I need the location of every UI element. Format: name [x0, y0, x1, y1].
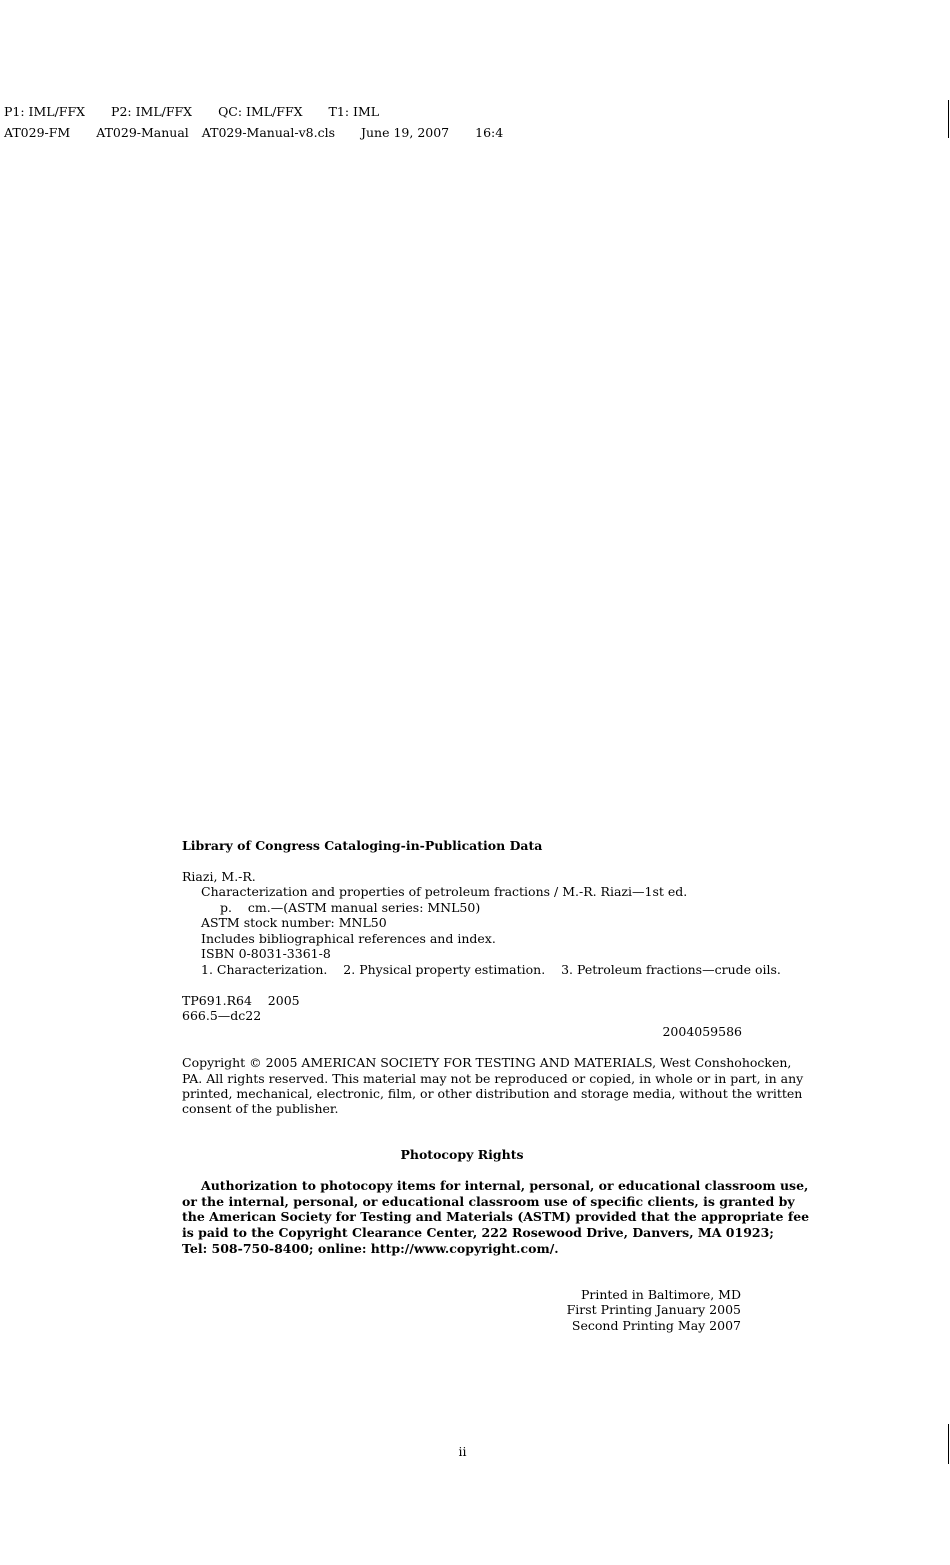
cip-lccn: 2004059586 — [662, 1024, 742, 1039]
slug-date: June 19, 2007 — [360, 125, 450, 140]
cip-dewey: 666.5—dc22 — [182, 1008, 262, 1023]
photocopy-line-2: or the internal, personal, or educational classroom use of specific clients, is granted by — [182, 1194, 795, 1209]
photocopy-line-5: Tel: 508-750-8400; online: http://www.copyright.com/. — [182, 1241, 559, 1256]
copyright-line-4: consent of the publisher. — [182, 1101, 339, 1116]
slug-fm: AT029-FM — [4, 125, 71, 140]
copyright-line-1: Copyright © 2005 AMERICAN SOCIETY FOR TESTING AND MATERIALS, West Conshohocken, — [182, 1055, 792, 1070]
slug-p2: P2: IML/FFX — [111, 104, 193, 119]
slug-t1: T1: IML — [328, 104, 380, 119]
copyright-line-2: PA. All rights reserved. This material may not be reproduced or copied, in whole or in part, in any — [182, 1071, 804, 1086]
slug-cls: AT029-Manual-v8.cls — [201, 125, 335, 140]
cip-heading: Library of Congress Cataloging-in-Publication Data — [182, 838, 543, 853]
printing-second: Second Printing May 2007 — [571, 1318, 741, 1333]
cip-stock-number: ASTM stock number: MNL50 — [201, 915, 387, 930]
cip-call-number: TP691.R64 2005 — [182, 993, 300, 1008]
copyright-line-3: printed, mechanical, electronic, film, or other distribution and storage media, without the written — [182, 1086, 803, 1101]
slug-time: 16:4 — [475, 125, 504, 140]
cip-physical: p. cm.—(ASTM manual series: MNL50) — [220, 900, 481, 915]
printing-location: Printed in Baltimore, MD — [580, 1287, 741, 1302]
photocopy-line-1: Authorization to photocopy items for internal, personal, or educational classroom use, — [201, 1178, 809, 1193]
slug-line-1 — [4, 104, 379, 120]
cip-title-line: Characterization and properties of petroleum fractions / M.-R. Riazi—1st ed. — [201, 884, 688, 899]
cip-author: Riazi, M.-R. — [182, 869, 256, 884]
printing-first: First Printing January 2005 — [566, 1302, 741, 1317]
photocopy-line-3: the American Society for Testing and Materials (ASTM) provided that the appropriate fee — [182, 1209, 810, 1224]
cip-includes: Includes bibliographical references and index. — [201, 931, 496, 946]
slug-qc: QC: IML/FFX — [218, 104, 303, 119]
crop-mark-top — [948, 100, 949, 138]
photocopy-line-4: is paid to the Copyright Clearance Center, 222 Rosewood Drive, Danvers, MA 01923; — [182, 1225, 774, 1240]
cip-isbn: ISBN 0-8031-3361-8 — [201, 946, 331, 961]
page-number: ii — [458, 1444, 467, 1459]
crop-mark-bottom — [948, 1424, 949, 1464]
slug-manual: AT029-Manual — [96, 125, 189, 140]
cip-subjects: 1. Characterization. 2. Physical property estimation. 3. Petroleum fractions—crude oils. — [201, 962, 781, 977]
photocopy-heading: Photocopy Rights — [400, 1147, 524, 1162]
slug-line-2 — [4, 125, 503, 141]
slug-p1: P1: IML/FFX — [4, 104, 86, 119]
